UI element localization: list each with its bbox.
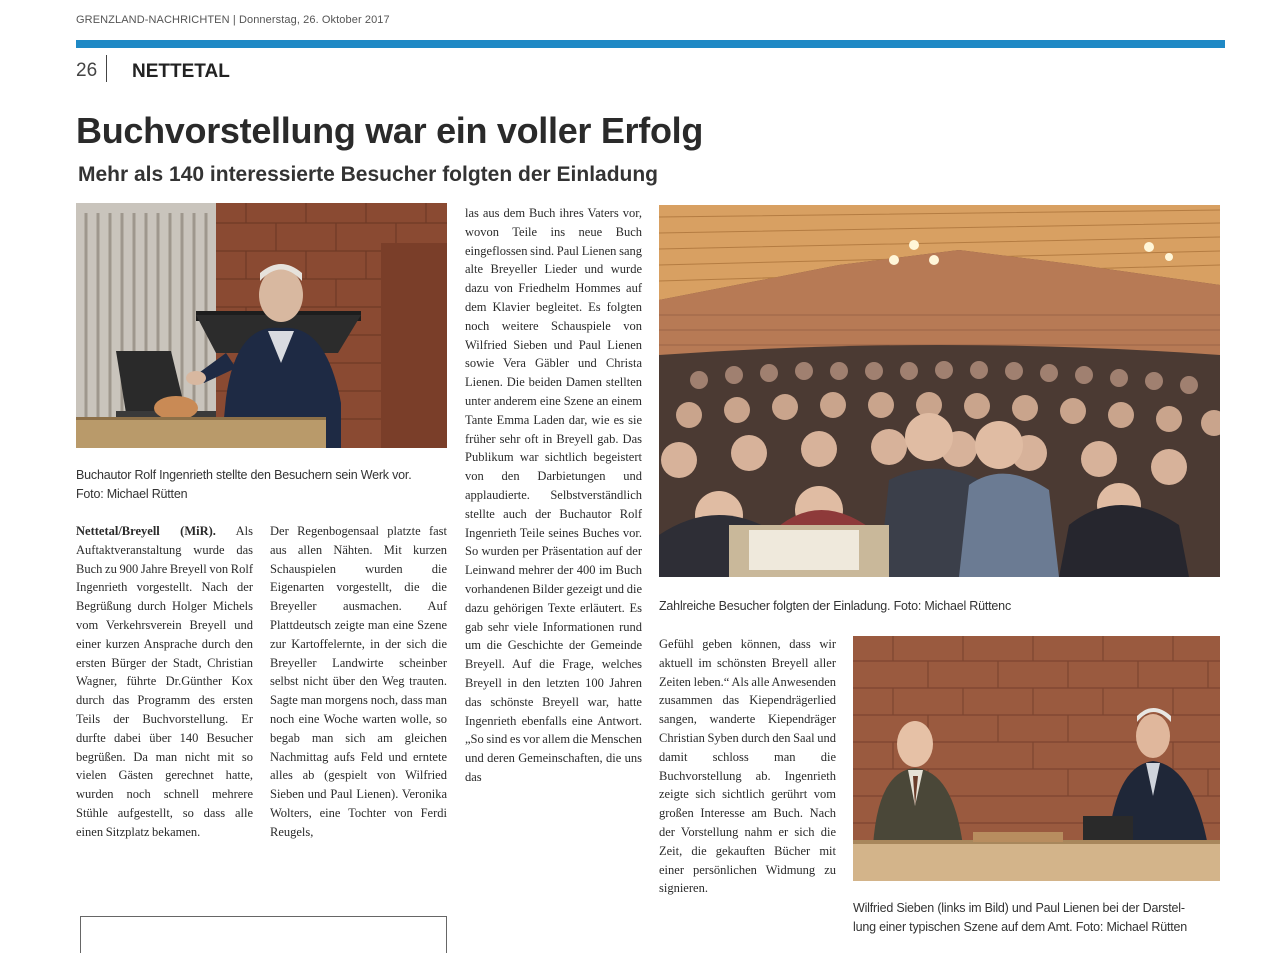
publication-name: GRENZLAND-NACHRICHTEN [76, 14, 230, 26]
next-article-frame [80, 916, 447, 953]
page-number-divider [106, 55, 107, 82]
photo-scene-amt [853, 636, 1220, 881]
masthead [76, 14, 390, 26]
article-column-4-text: Gefühl geben können, dass wir aktuell im schönsten Breyell aller Zeiten leben.“ Als alle Anwesenden zusammen das Kiependrägerlied sangen, wanderte Kiependräger Christian Syben durch den Saal und damit schloss man die Buchvorstellung ab. Ingenrieth zeigte sich sichtlich gerührt vom großen Interesse am Buch. Nach der Vorstellung nahm er sich die Zeit, die gekauften Bücher mit einer persönlichen Widmung zu signieren. [659, 637, 836, 896]
article-column-2-text: Der Regenbogensaal platzte fast aus allen Nähten. Mit kurzen Schauspielen wurden die Eigenarten vorgestellt, die die Breyeller ausmachen. Auf Plattdeutsch zeigte man eine Szene zur Kartoffelernte, in der sich die Breyeller Landwirte scheinber selbst nicht über den Weg trauten. Sagte man morgens noch, dass man noch eine Woche warten wolle, so begab man sich am gleichen Nachmittag aufs Feld und erntete alles ab (gespielt von Wilfried Sieben und Paul Lienen). Veronika Wolters, eine Tochter von Ferdi Reugels, [270, 524, 447, 839]
photo-author-image [76, 203, 447, 448]
photo-audience [659, 205, 1220, 577]
page-number: 26 [76, 60, 98, 81]
article-subheadline: Mehr als 140 interessierte Besucher folgten der Einladung [78, 163, 659, 186]
header-rule [76, 40, 1225, 48]
photo-audience-image [659, 205, 1220, 577]
section-title: NETTETAL [132, 61, 230, 82]
article-column-2 [270, 522, 447, 842]
article-headline: Buchvorstellung war ein voller Erfolg [76, 110, 704, 151]
article-column-4 [659, 635, 836, 898]
article-column-3 [465, 204, 642, 787]
caption-photo-audience [659, 597, 1220, 616]
article-column-1-text: Als Auftaktveranstaltung wurde das Buch zu 900 Jahre Breyell von Rolf Ingenrieth vorgestellt. Nach der Begrüßung durch Holger Michels vom Verkehrsverein Breyell und einer kurzen Ansprache durch den ersten Bürger der Stadt, Christian Wagner, führte Dr.Günther Kox durch das Programm des ersten Teils der Buchvorstellung. Er durfte dabei über 140 Besucher begrüßen. Da man nicht mit so vielen Gästen gerechnet hatte, wurden noch schnell mehrere Stühle aufgestellt, so dass alle einen Sitzplatz bekamen. [76, 524, 253, 839]
caption-photo-author-line1: Buchautor Rolf Ingenrieth stellte den Besuchern sein Werk vor. [76, 468, 412, 482]
photo-author-presenting [76, 203, 447, 448]
caption-photo-scene-line2: lung einer typischen Szene auf dem Amt. Foto: Michael Rütten [853, 920, 1188, 934]
caption-photo-author [76, 466, 456, 504]
caption-photo-scene [853, 899, 1233, 937]
article-column-3-text: las aus dem Buch ihres Vaters vor, wovon Teile ins neue Buch eingeflossen sind. Paul Lienen sang alte Breyeller Lieder und wurde dazu von Friedhelm Hommes auf dem Klavier begleitet. Es folgten noch weitere Schauspiele von Wilfried Sieben und Paul Lienen sowie Vera Gäbler und Christa Lienen. Die beiden Damen stellten unter anderem eine Szene an einem Tante Emma Laden dar, wie es sie früher sehr oft in Breyell gab. Das Publikum war sichtlich begeistert von den Darbietungen und applaudierte. Selbstverständlich stellte auch der Buchautor Rolf Ingenrieth Teile seines Buches vor. So wurden per Präsentation auf der Leinwand mehrer der 400 im Buch vorhandenen Bilder gezeigt und die dazu gehörigen Texte erläutert. Es gab sehr viele Informationen rund um die Geschichte der Gemeinde Breyell. Auf die Frage, welches Breyell in den letzten 100 Jahren das schönste Breyell war, hatte Ingenrieth ebenfalls eine Antwort. „So sind es vor allem die Menschen und deren Gemeinschaften, die uns das [465, 206, 642, 784]
article-dateline: Nettetal/Breyell (MiR). [76, 524, 216, 538]
publication-date: Donnerstag, 26. Oktober 2017 [238, 14, 390, 26]
caption-photo-audience-line1: Zahlreiche Besucher folgten der Einladung. Foto: Michael Rüttenc [659, 599, 1011, 613]
article-column-1 [76, 522, 253, 842]
masthead-separator: | [232, 14, 239, 26]
photo-scene-image [853, 636, 1220, 881]
caption-photo-author-line2: Foto: Michael Rütten [76, 487, 188, 501]
caption-photo-scene-line1: Wilfried Sieben (links im Bild) und Paul Lienen bei der Darstel- [853, 901, 1185, 915]
